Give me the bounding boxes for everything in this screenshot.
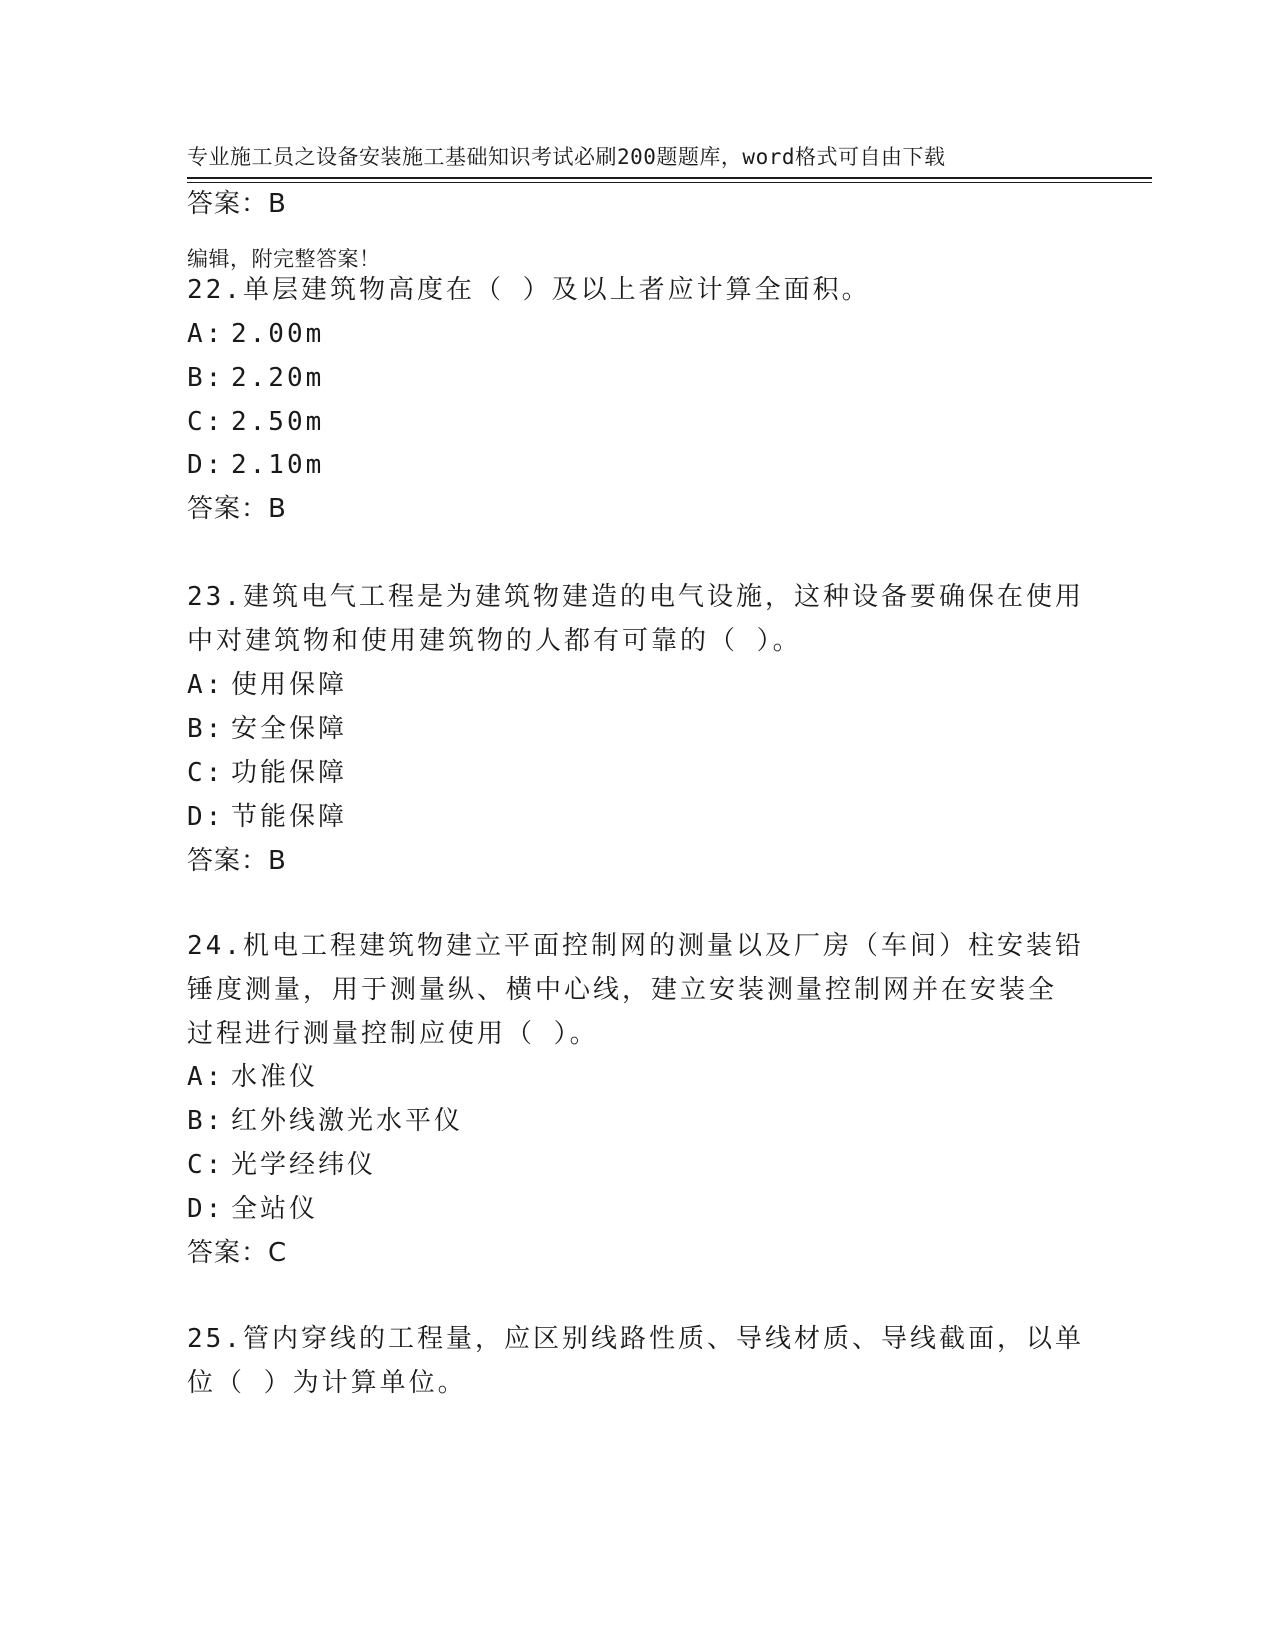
question-stem-line: 中对建筑物和使用建筑物的人都有可靠的（ ）。 — [187, 626, 802, 656]
header-line-1: 专业施工员之设备安装施工基础知识考试必刷200题题库，word格式可自由下载 — [187, 145, 946, 169]
option-letter: C: — [187, 1150, 225, 1180]
option-text: 安全保障 — [231, 714, 348, 744]
option-letter: B: — [187, 714, 225, 744]
option-text: 节能保障 — [231, 802, 348, 832]
option-text: 红外线激光水平仪 — [231, 1106, 464, 1136]
option-text: 2.20m — [231, 363, 325, 393]
option-b — [187, 712, 347, 746]
option-text: 2.50m — [231, 407, 325, 437]
option-letter: D: — [187, 802, 225, 832]
question-stem-line: 过程进行测量控制应使用（ ）。 — [187, 1019, 599, 1049]
option-text: 水准仪 — [231, 1062, 319, 1092]
answer: 答案：B — [187, 846, 287, 876]
option-text: 使用保障 — [231, 670, 348, 700]
option-letter: B: — [187, 363, 225, 393]
option-c — [187, 405, 324, 439]
option-c — [187, 756, 347, 790]
option-text: 光学经纬仪 — [231, 1150, 377, 1180]
option-letter: D: — [187, 450, 225, 480]
answer-prev: 答案：B — [187, 189, 287, 219]
option-d — [187, 1192, 318, 1226]
option-letter: D: — [187, 1194, 225, 1224]
option-letter: C: — [187, 758, 225, 788]
option-text: 2.00m — [231, 319, 325, 349]
header-line-2: 编辑，附完整答案！ — [187, 247, 381, 271]
answer: 答案：C — [187, 1238, 288, 1268]
header-divider-thin — [187, 182, 1152, 183]
option-c — [187, 1148, 376, 1182]
option-letter: A: — [187, 670, 225, 700]
option-b — [187, 361, 324, 395]
option-a — [187, 1060, 318, 1094]
option-text: 2.10m — [231, 450, 325, 480]
option-b — [187, 1104, 463, 1138]
option-text: 功能保障 — [231, 758, 348, 788]
option-d — [187, 800, 347, 834]
option-letter: B: — [187, 1106, 225, 1136]
question-stem-line: 锤度测量，用于测量纵、横中心线，建立安装测量控制网并在安装全 — [187, 975, 1058, 1005]
option-letter: A: — [187, 319, 225, 349]
question-stem-line: 22.单层建筑物高度在（ ）及以上者应计算全面积。 — [187, 275, 871, 305]
question-stem-line: 24.机电工程建筑物建立平面控制网的测量以及厂房（车间）柱安装铅 — [187, 931, 1084, 961]
question-stem-line: 25.管内穿线的工程量，应区别线路性质、导线材质、导线截面，以单 — [187, 1324, 1084, 1354]
question-stem-line: 位（ ）为计算单位。 — [187, 1368, 467, 1398]
option-a — [187, 668, 347, 702]
question-stem-line: 23.建筑电气工程是为建筑物建造的电气设施，这种设备要确保在使用 — [187, 582, 1084, 612]
option-text: 全站仪 — [231, 1194, 319, 1224]
answer: 答案：B — [187, 494, 287, 524]
option-a — [187, 317, 324, 351]
header-divider-thick — [187, 177, 1152, 179]
option-letter: C: — [187, 407, 225, 437]
option-letter: A: — [187, 1062, 225, 1092]
option-d — [187, 448, 324, 482]
